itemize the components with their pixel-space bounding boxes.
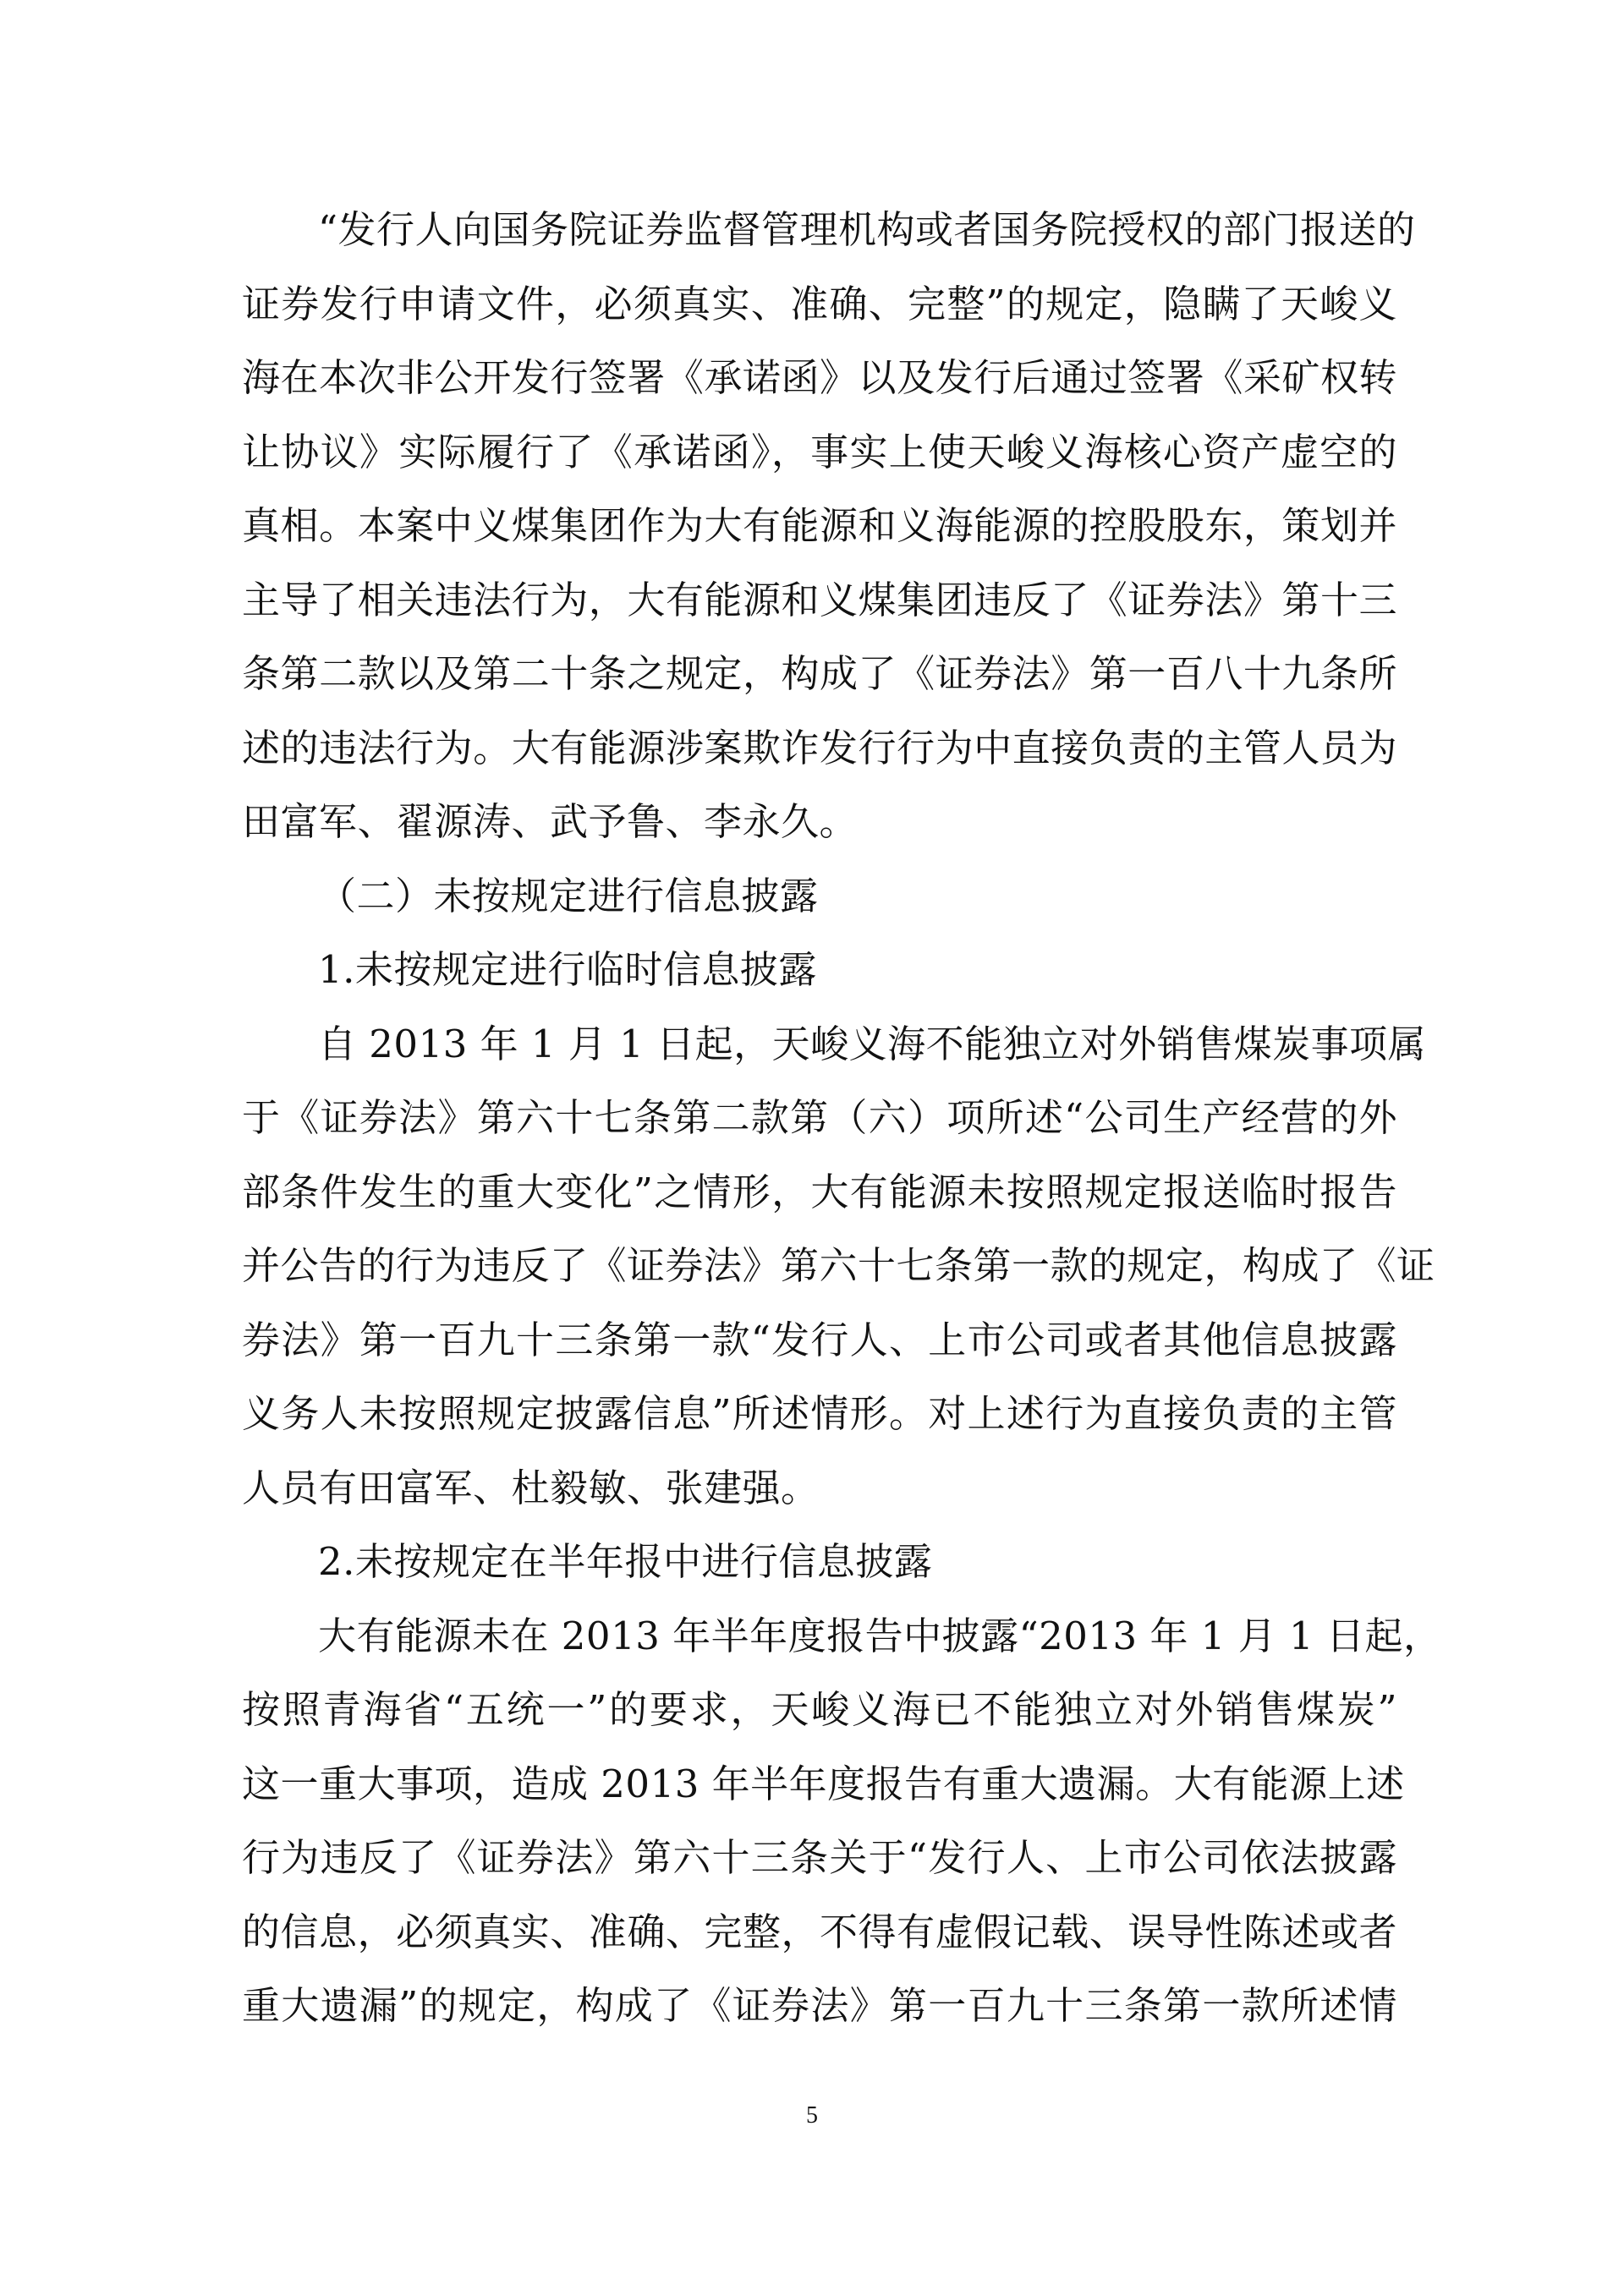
text-line: 义务人未按照规定披露信息”所述情形。对上述行为直接负责的主管 (242, 1391, 1397, 1436)
text-line: 券法》第一百九十三条第一款“发行人、上市公司或者其他信息披露 (242, 1317, 1397, 1362)
text-line: 述的违法行为。大有能源涉案欺诈发行行为中直接负责的主管人员为 (242, 725, 1397, 770)
text-line: 条第二款以及第二十条之规定，构成了《证券法》第一百八十九条所 (242, 651, 1397, 696)
page-number: 5 (806, 2102, 818, 2129)
text-line: 这一重大事项，造成 2013 年半年度报告有重大遗漏。大有能源上述 (242, 1761, 1405, 1806)
text-line: 田富军、翟源涛、武予鲁、李永久。 (242, 799, 859, 844)
subsection-heading: 2.未按规定在半年报中进行信息披露 (318, 1539, 933, 1584)
text-line: 自 2013 年 1 月 1 日起，天峻义海不能独立对外销售煤炭事项属 (318, 1021, 1427, 1066)
section-heading: （二）未按规定进行信息披露 (318, 873, 819, 918)
text-line: 大有能源未在 2013 年半年度报告中披露“2013 年 1 月 1 日起， (318, 1613, 1442, 1658)
text-line: 海在本次非公开发行签署《承诺函》以及发行后通过签署《采矿权转 (242, 355, 1397, 400)
text-line: 的信息，必须真实、准确、完整，不得有虚假记载、误导性陈述或者 (242, 1909, 1397, 1954)
text-line: 让协议》实际履行了《承诺函》，事实上使天峻义海核心资产虚空的 (242, 429, 1397, 474)
subsection-heading: 1.未按规定进行临时信息披露 (318, 947, 817, 992)
document-body (242, 193, 1442, 2043)
text-line: 证券发行申请文件，必须真实、准确、完整”的规定，隐瞒了天峻义 (242, 281, 1397, 326)
text-line: 部条件发生的重大变化”之情形，大有能源未按照规定报送临时报告 (242, 1169, 1397, 1214)
text-line: 行为违反了《证券法》第六十三条关于“发行人、上市公司依法披露 (242, 1835, 1397, 1880)
text-line: 人员有田富军、杜毅敏、张建强。 (242, 1465, 820, 1510)
text-line: 按照青海省“五统一”的要求，天峻义海已不能独立对外销售煤炭” (242, 1687, 1397, 1732)
text-line: 真相。本案中义煤集团作为大有能源和义海能源的控股股东，策划并 (242, 503, 1397, 548)
text-line: 重大遗漏”的规定，构成了《证券法》第一百九十三条第一款所述情 (242, 1983, 1397, 2028)
text-line: “发行人向国务院证券监督管理机构或者国务院授权的部门报送的 (318, 207, 1416, 252)
text-line: 主导了相关违法行为，大有能源和义煤集团违反了《证券法》第十三 (242, 577, 1397, 622)
text-line: 并公告的行为违反了《证券法》第六十七条第一款的规定，构成了《证 (242, 1243, 1435, 1288)
text-line: 于《证券法》第六十七条第二款第（六）项所述“公司生产经营的外 (242, 1095, 1397, 1140)
